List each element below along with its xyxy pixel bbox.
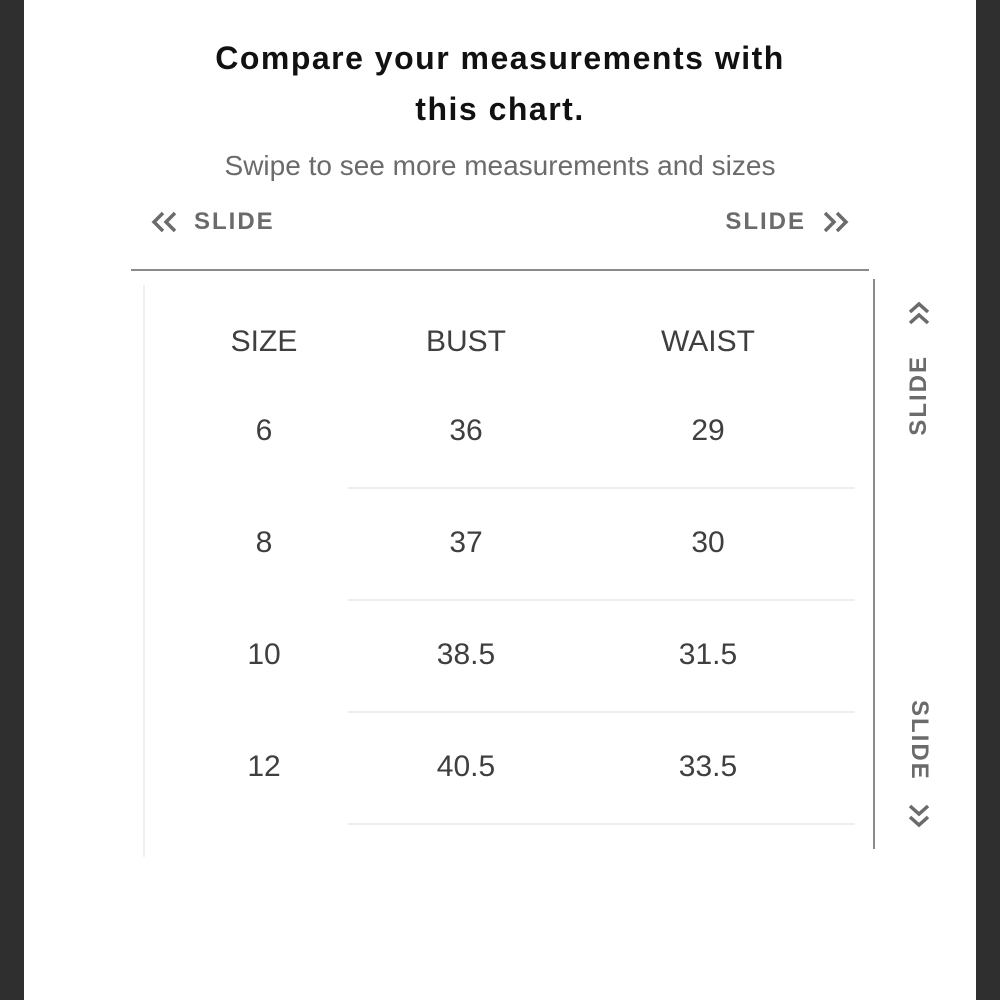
table-cell-bust: 36 — [449, 414, 483, 447]
slide-right-button[interactable] — [725, 208, 850, 236]
row-divider — [348, 711, 855, 713]
table-cell-bust: 40.5 — [436, 750, 496, 783]
table-left-edge — [143, 285, 145, 857]
slide-left-button[interactable] — [150, 208, 275, 236]
page-title-line-1: Compare your measurements with — [215, 40, 785, 76]
page-title-line-2: this chart. — [415, 91, 585, 127]
table-right-divider — [873, 279, 875, 849]
table-cell-bust: 38.5 — [436, 638, 496, 671]
table-cell-waist: 29 — [691, 414, 725, 447]
slide-down-label: SLIDE — [906, 700, 933, 781]
double-chevron-right-icon — [806, 210, 850, 234]
table-cell-size: 12 — [247, 750, 281, 783]
double-chevron-left-icon — [150, 210, 194, 234]
table-cell-waist: 33.5 — [678, 750, 738, 783]
table-cell-size: 8 — [255, 526, 273, 559]
double-chevron-up-icon — [907, 300, 931, 335]
slide-left-label: SLIDE — [194, 208, 275, 235]
table-cell-size: 6 — [255, 414, 273, 447]
table-cell-waist: 30 — [691, 526, 725, 559]
slide-right-label: SLIDE — [725, 208, 806, 235]
swipe-instruction: Swipe to see more measurements and sizes — [224, 150, 776, 181]
row-divider — [348, 823, 855, 825]
slide-down-button[interactable] — [893, 700, 945, 836]
table-cell-waist: 31.5 — [678, 638, 738, 671]
slide-up-button[interactable] — [893, 300, 945, 436]
row-divider — [348, 599, 855, 601]
double-chevron-down-icon — [907, 801, 931, 836]
table-top-divider — [131, 269, 869, 271]
slide-up-label: SLIDE — [905, 355, 932, 436]
table-header-waist: WAIST — [661, 325, 755, 358]
row-divider — [348, 487, 855, 489]
table-header-bust: BUST — [425, 325, 506, 358]
table-header-size: SIZE — [230, 325, 298, 358]
table-cell-size: 10 — [247, 638, 281, 671]
table-cell-bust: 37 — [449, 526, 483, 559]
